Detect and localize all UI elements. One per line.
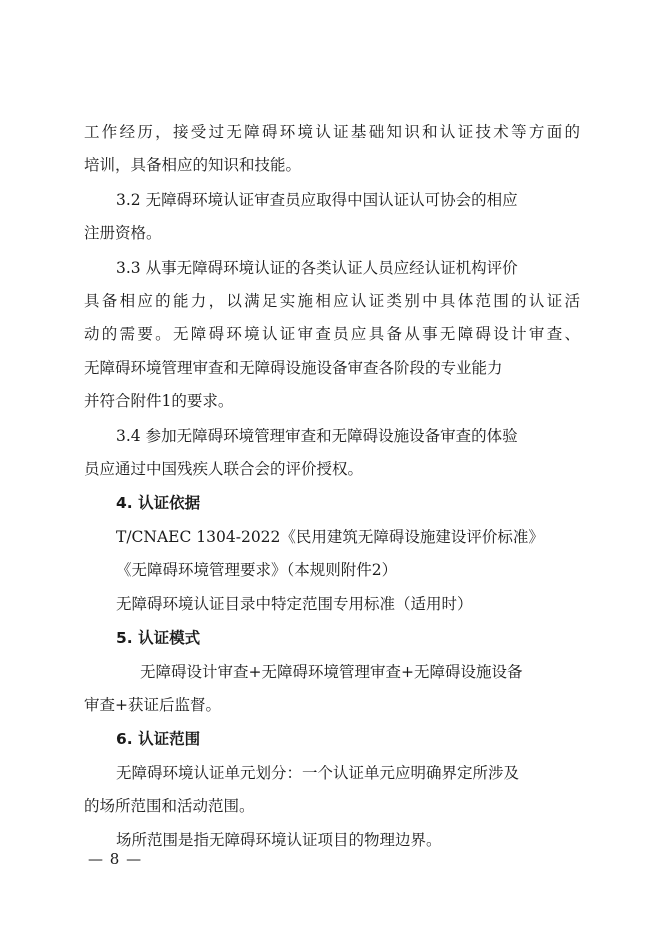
paragraph-line: 的场所范围和活动范围。 (84, 797, 255, 815)
paragraph-line: 3.2 无障碍环境认证审查员应取得中国认证认可协会的相应 (116, 191, 518, 209)
paragraph-line: 培训，具备相应的知识和技能。 (84, 156, 302, 174)
section-heading: 4. 认证依据 (116, 494, 201, 512)
section-heading: 6. 认证范围 (116, 730, 201, 748)
paragraph-line: 动的需要。无障碍环境认证审查员应具备从事无障碍设计审查、 (84, 325, 580, 343)
paragraph-line: 场所范围是指无障碍环境认证项目的物理边界。 (116, 831, 442, 849)
paragraph-line: 无障碍设计审查+无障碍环境管理审查+无障碍设施设备 (140, 663, 523, 681)
page-number: — 8 — (88, 850, 143, 868)
standard-reference: T/CNAEC 1304-2022《民用建筑无障碍设施建设评价标准》 (116, 528, 544, 546)
paragraph-line: 工作经历，接受过无障碍环境认证基础知识和认证技术等方面的 (84, 123, 580, 141)
standard-reference: 无障碍环境认证目录中特定范围专用标准（适用时） (116, 595, 473, 613)
paragraph-line: 员应通过中国残疾人联合会的评价授权。 (84, 460, 364, 478)
section-heading: 5. 认证模式 (116, 629, 201, 647)
standard-reference: 《无障碍环境管理要求》（本规则附件2） (116, 561, 398, 579)
paragraph-line: 具备相应的能力，以满足实施相应认证类别中具体范围的认证活 (84, 292, 580, 310)
paragraph-line: 3.3 从事无障碍环境认证的各类认证人员应经认证机构评价 (116, 259, 518, 277)
paragraph-line: 注册资格。 (84, 224, 162, 242)
paragraph-line: 并符合附件1的要求。 (84, 392, 234, 410)
paragraph-line: 无障碍环境认证单元划分：一个认证单元应明确界定所涉及 (116, 764, 520, 782)
paragraph-line: 无障碍环境管理审查和无障碍设施设备审查各阶段的专业能力 (84, 359, 503, 377)
paragraph-line: 3.4 参加无障碍环境管理审查和无障碍设施设备审查的体验 (116, 427, 518, 445)
paragraph-line: 审查+获证后监督。 (84, 696, 221, 714)
